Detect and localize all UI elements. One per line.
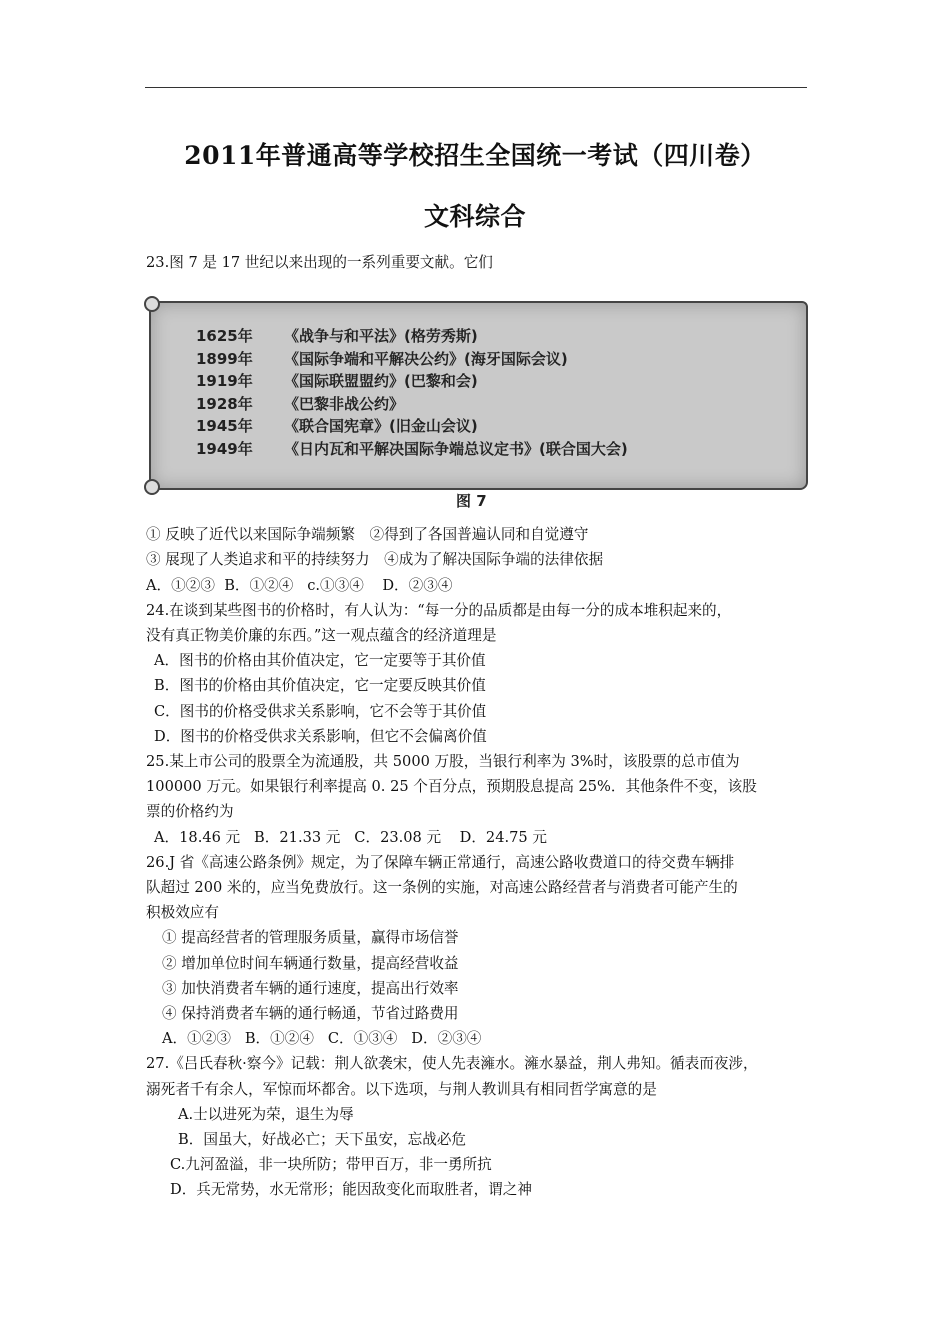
document-title: 《国际联盟盟约》(巴黎和会)	[284, 372, 478, 391]
document-row	[196, 415, 628, 438]
document-list	[196, 325, 628, 460]
exam-subtitle: 文科综合	[423, 202, 526, 231]
q25-stem: 100000 万元。如果银行利率提高 0. 25 个百分点，预期股息提高 25%．其他条件不变，该股	[146, 778, 757, 796]
exam-title: 2011年普通高等学校招生全国统一考试（四川卷）	[184, 141, 766, 170]
document-row	[196, 393, 628, 416]
figure-caption: 图 7	[456, 492, 487, 511]
q23-statement-line: ③ 展现了人类追求和平的持续努力 ④成为了解决国际争端的法律依据	[146, 551, 604, 569]
document-title: 《联合国宪章》(旧金山会议)	[284, 417, 478, 436]
q23-stem: 23.图 7 是 17 世纪以来出现的一系列重要文献。它们	[146, 254, 493, 271]
q27-option-a: A.士以进死为荣，退生为辱	[178, 1105, 354, 1123]
q24-option-b: B．图书的价格由其价值决定，它一定要反映其价值	[154, 677, 486, 695]
document-year: 1945年	[196, 417, 253, 436]
q26-stem: 26.J 省《高速公路条例》规定，为了保障车辆正常通行，高速公路收费道口的待交费车辆排	[146, 853, 735, 871]
document-title: 《战争与和平法》(格劳秀斯)	[284, 327, 478, 346]
q26-statement: ④ 保持消费者车辆的通行畅通，节省过路费用	[162, 1005, 459, 1023]
q25-stem: 票的价格约为	[146, 803, 234, 821]
scroll-curl-top	[144, 296, 160, 312]
document-title: 《巴黎非战公约》	[284, 394, 405, 413]
q26-stem: 积极效应有	[146, 904, 219, 922]
q27-option-c: C.九河盈溢，非一块所防；带甲百万，非一勇所抗	[170, 1156, 492, 1174]
q24-stem: 24.在谈到某些图书的价格时，有人认为：“每一分的品质都是由每一分的成本堆积起来的，	[146, 601, 732, 619]
q24-stem: 没有真正物美价廉的东西。”这一观点蕴含的经济道理是	[146, 627, 497, 645]
q23-statement-line: ① 反映了近代以来国际争端频繁 ②得到了各国普遍认同和自觉遵守	[146, 526, 589, 544]
document-year: 1928年	[196, 394, 253, 413]
q26-stem: 队超过 200 米的，应当免费放行。这一条例的实施，对高速公路经营者与消费者可能产生的	[146, 879, 738, 897]
q24-option-c: C．图书的价格受供求关系影响，它不会等于其价值	[154, 702, 487, 720]
q24-option-a: A．图书的价格由其价值决定，它一定要等于其价值	[154, 652, 486, 670]
q27-stem: 27.《吕氏春秋·察今》记载：荆人欲袭宋，使人先表澭水。澭水暴益，荆人弗知。循表而夜涉，	[146, 1055, 758, 1073]
q25-options: A．18.46 元 B．21.33 元 C．23.08 元 D．24.75 元	[154, 828, 547, 846]
q25-stem: 25.某上市公司的股票全为流通股，共 5000 万股，当银行利率为 3%时，该股票的总市值为	[146, 753, 740, 771]
figure-7	[146, 277, 811, 522]
header-rule	[145, 87, 807, 88]
scroll-curl-bottom	[144, 479, 160, 495]
q26-options: A．①②③ B．①②④ C．①③④ D．②③④	[162, 1030, 482, 1048]
document-title: 《国际争端和平解决公约》(海牙国际会议)	[284, 349, 568, 368]
q26-statement: ② 增加单位时间车辆通行数量，提高经营收益	[162, 954, 459, 972]
document-title: 《日内瓦和平解决国际争端总议定书》(联合国大会)	[284, 439, 628, 458]
document-year: 1625年	[196, 327, 253, 346]
document-year: 1949年	[196, 439, 253, 458]
q23-options: A．①②③ B．①②④ c.①③④ D．②③④	[146, 576, 453, 594]
document-row	[196, 438, 628, 461]
q27-stem: 溺死者千有余人，军惊而坏都舍。以下选项，与荆人教训具有相同哲学寓意的是	[146, 1080, 657, 1098]
document-year: 1919年	[196, 372, 253, 391]
q26-statement: ③ 加快消费者车辆的通行速度，提高出行效率	[162, 979, 459, 997]
question-content	[146, 250, 816, 1203]
document-row	[196, 325, 628, 348]
q26-statement: ① 提高经营者的管理服务质量，赢得市场信誉	[162, 929, 459, 947]
q27-option-b: B．国虽大，好战必亡；天下虽安，忘战必危	[178, 1131, 467, 1149]
document-row	[196, 370, 628, 393]
q27-option-d: D．兵无常势，水无常形；能因敌变化而取胜者，谓之神	[170, 1181, 532, 1199]
document-row	[196, 348, 628, 371]
scroll-image	[149, 301, 808, 490]
q24-option-d: D．图书的价格受供求关系影响，但它不会偏离价值	[154, 727, 487, 745]
document-year: 1899年	[196, 349, 253, 368]
